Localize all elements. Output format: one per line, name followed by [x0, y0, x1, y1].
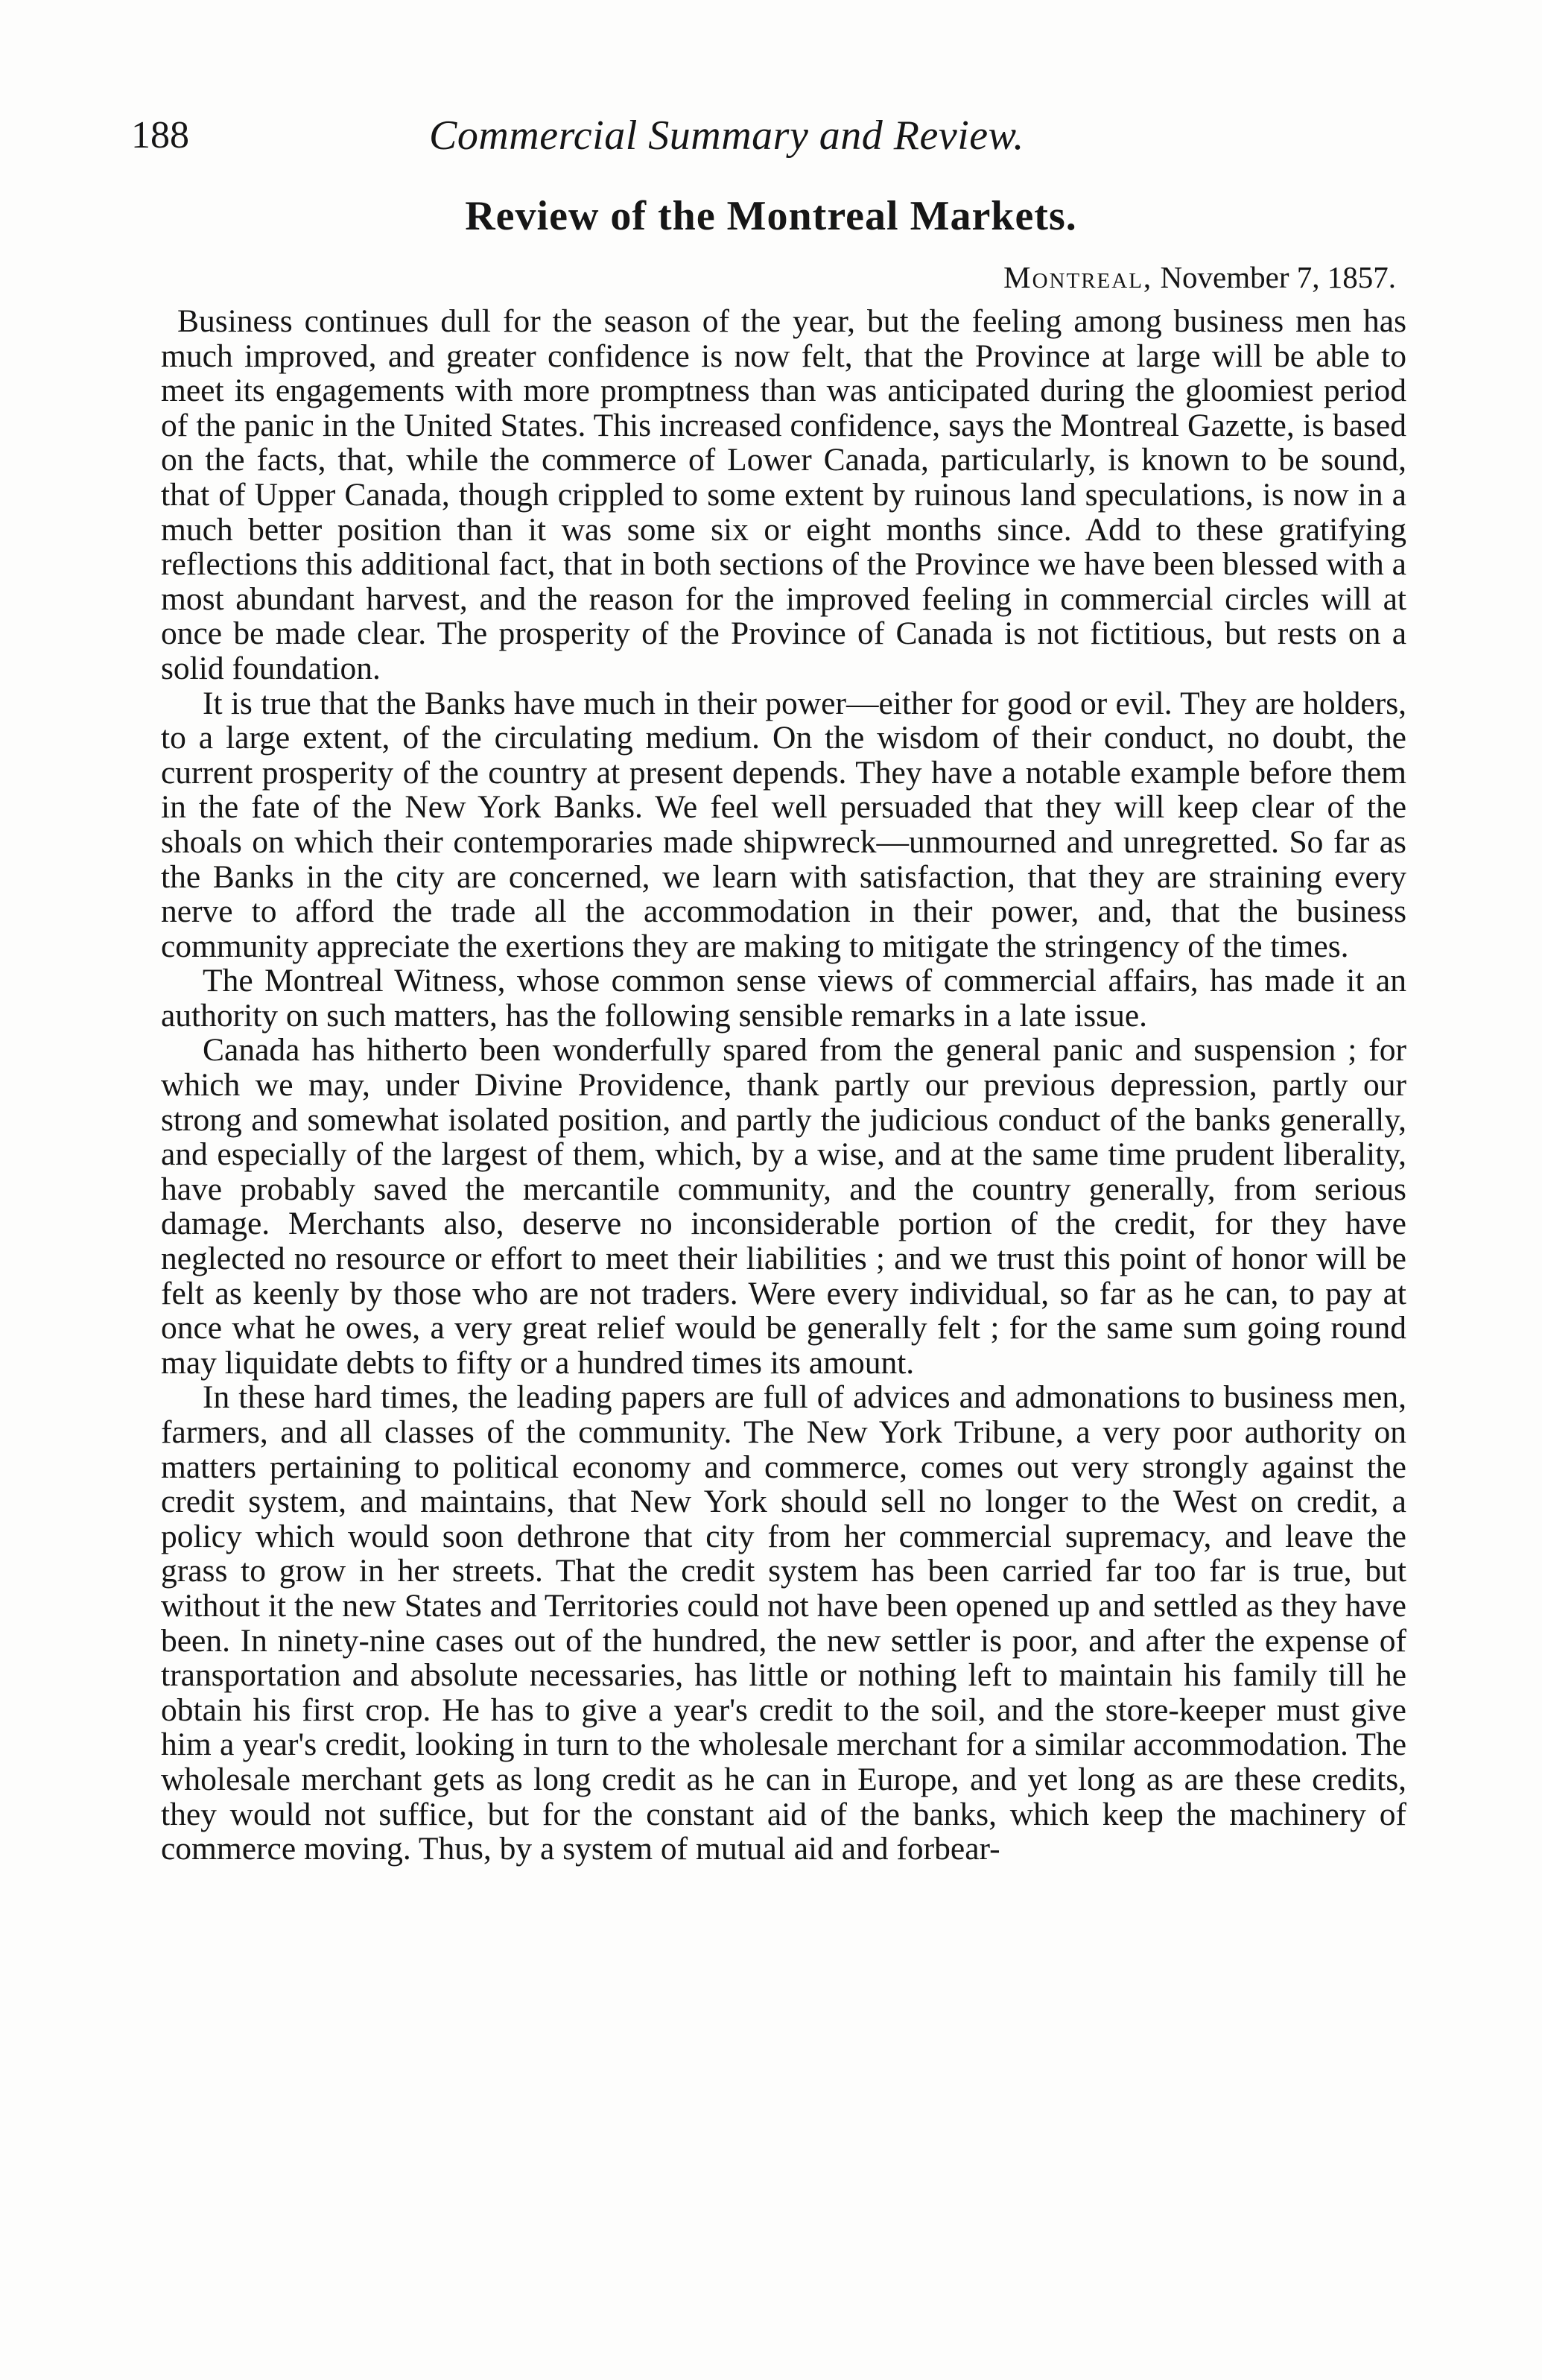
dateline-place: Montreal,: [1003, 260, 1153, 294]
paragraph-business: Business continues dull for the season of the year, but the feeling among business men has much improved, and greater confidence is now felt, that the Province at large will be able to meet its engagements with more promptness than was anticipated during the gloomiest period of the panic in the United States. This increased confidence, says the Montreal Gazette, is based on the facts, that, while the commerce of Lower Canada, particularly, is known to be sound, that of Upper Canada, though crippled to some extent by ruinous land speculations, is now in a much better position than it was some six or eight months since. Add to these gratifying reflections this additional fact, that in both sections of the Province we have been blessed with a most abundant harvest, and the reason for the improved feeling in commercial circles will at once be made clear. The prosperity of the Province of Canada is not fictitious, but rests on a solid foundation.: [161, 303, 1406, 686]
paragraph-hard-times: In these hard times, the leading papers are full of advices and admonations to business men, farmers, and all classes of the community. The New York Tribune, a very poor authority on matters pertaining to political economy and commerce, comes out very strongly against the credit system, and maintains, that New York should sell no longer to the West on credit, a policy which would soon dethrone that city from her commercial supremacy, and leave the grass to grow in her streets. That the credit system has been carried far too far is true, but without it the new States and Territories could not have been opened up and settled as they have been. In ninety-nine cases out of the hundred, the new settler is poor, and after the expense of transportation and absolute necessaries, has little or nothing left to maintain his family till he obtain his first crop. He has to give a year's credit to the soil, and the store-keeper must give him a year's credit, looking in turn to the wholesale merchant for a similar accommodation. The wholesale merchant gets as long credit as he can in Europe, and yet long as are these credits, they would not suffice, but for the constant aid of the banks, which keep the machinery of commerce moving. Thus, by a system of mutual aid and forbear-: [161, 1379, 1406, 1867]
page-number: 188: [131, 114, 189, 156]
article-title: Review of the Montreal Markets.: [465, 193, 1077, 239]
article-body: [161, 304, 1406, 1867]
paragraph-witness: The Montreal Witness, whose common sense views of commercial affairs, has made it an authority on such matters, has the following sensible remarks in a late issue.: [161, 963, 1406, 1034]
paragraph-banks: It is true that the Banks have much in their power—either for good or evil. They are holders, to a large extent, of the circulating medium. On the wisdom of their conduct, no doubt, the current prosperity of the country at present depends. They have a notable example before them in the fate of the New York Banks. We feel well persuaded that they will keep clear of the shoals on which their contemporaries made shipwreck—unmourned and unregretted. So far as the Banks in the city are concerned, we learn with satisfaction, that they are straining every nerve to afford the trade all the accommodation in their power, and, that the business community appreciate the exertions they are making to mitigate the stringency of the times.: [161, 685, 1406, 964]
running-title: Commercial Summary and Review.: [429, 113, 1024, 159]
running-head: [131, 109, 1427, 168]
dateline: [1003, 258, 1396, 297]
paragraph-canada: Canada has hitherto been wonderfully spared from the general panic and suspension ; for which we may, under Divine Providence, thank partly our previous depression, partly our strong and somewhat isolated position, and partly the judicious conduct of the banks generally, and especially of the largest of them, which, by a wise, and at the same time prudent liberality, have probably saved the mercantile community, and the country generally, from serious damage. Merchants also, deserve no inconsiderable portion of the credit, for they have neglected no resource or effort to meet their liabilities ; and we trust this point of honor will be felt as keenly by those who are not traders. Were every individual, so far as he can, to pay at once what he owes, a very great relief would be generally felt ; for the same sum going round may liquidate debts to fifty or a hundred times its amount.: [161, 1032, 1406, 1381]
dateline-date: November 7, 1857.: [1160, 260, 1396, 294]
